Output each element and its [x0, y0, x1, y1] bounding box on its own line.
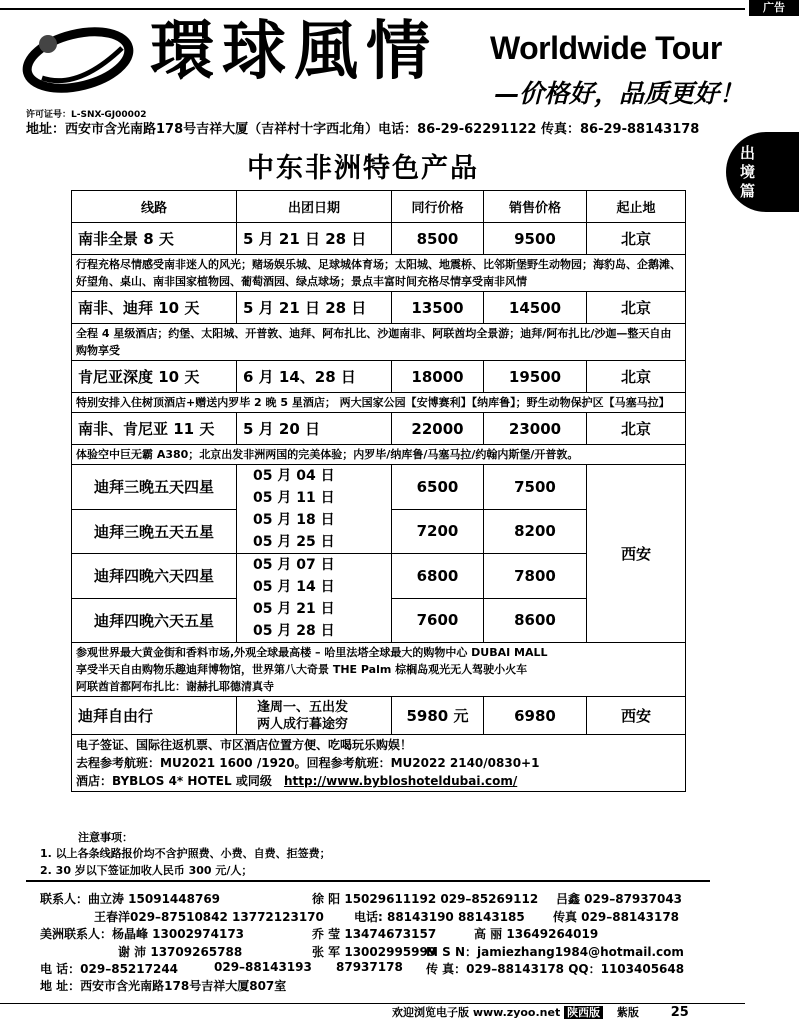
route-description-row — [72, 735, 686, 792]
contact-entry: 传 真：029–88143178 QQ：1103405648 — [426, 962, 685, 976]
route-description-row — [72, 445, 686, 465]
table-row — [72, 223, 686, 255]
departure-city: 北京 — [587, 413, 686, 445]
departure-date: 05 月 11 日 — [253, 490, 335, 506]
route-description-row — [72, 255, 686, 292]
header-route: 线路 — [72, 191, 237, 223]
departure-date: 05 月 21 日 — [253, 601, 335, 617]
table-header-row — [72, 191, 686, 223]
route-name: 迪拜三晚五天四星 — [72, 465, 237, 510]
contact-entry: 张 军 13002995999 — [312, 945, 437, 959]
route-name: 迪拜三晚五天五星 — [72, 509, 237, 554]
contact-entry: 乔 莹 13474673157 — [312, 927, 437, 941]
header-city: 起止地 — [587, 191, 686, 223]
route-description — [72, 643, 686, 697]
contact-entry: 电 话：029–85217244 — [40, 962, 179, 976]
route-name: 南非、迪拜 10 天 — [72, 292, 237, 324]
peer-price: 6500 — [392, 465, 484, 510]
product-price-table — [71, 190, 686, 792]
contact-entry: 王春洋029–87510842 13772123170 — [94, 910, 324, 924]
contact-entry: 传真 029–88143178 — [553, 910, 680, 924]
departure-date: 05 月 07 日 — [253, 557, 335, 573]
route-name: 南非、肯尼亚 11 天 — [72, 413, 237, 445]
departure-date-line: 两人成行暮途穷 — [257, 716, 349, 732]
departure-city: 西安 — [587, 697, 686, 735]
departure-date: 05 月 25 日 — [253, 534, 335, 550]
route-name: 南非全景 8 天 — [72, 223, 237, 255]
retail-price: 8200 — [484, 509, 587, 554]
note-item: 1. 以上各条线路报价均不含护照费、小费、自费、拒签费； — [40, 847, 331, 860]
section-side-tab — [726, 132, 799, 212]
departure-city: 西安 — [587, 465, 686, 643]
route-description: 全程 4 星级酒店；约堡、太阳城、开普敦、迪拜、阿布扎比、沙迦南非、阿联酋均全景游；迪拜/阿布扎比/沙迦—整天自由购物享受 — [72, 324, 686, 361]
route-name: 迪拜四晚六天五星 — [72, 598, 237, 643]
peer-price: 7600 — [392, 598, 484, 643]
contact-address: 地 址：西安市含光南路178号吉祥大厦807室 — [40, 979, 287, 993]
contact-entry: 美洲联系人：杨晶峰 13002974173 — [40, 927, 245, 941]
departure-date-line: 逢周一、五出发 — [257, 699, 349, 715]
description-line: 享受半天自由购物乐趣迪拜博物馆，世界第八大奇景 THE Palm 棕榈岛观光无人驾驶小火车 — [76, 663, 528, 676]
departure-date: 5 月 20 日 — [237, 413, 392, 445]
departure-city: 北京 — [587, 223, 686, 255]
retail-price: 6980 — [484, 697, 587, 735]
peer-price: 7200 — [392, 509, 484, 554]
peer-price: 6800 — [392, 554, 484, 599]
contact-entry: 029–88143193 — [214, 960, 312, 974]
retail-price: 8600 — [484, 598, 587, 643]
page-title: 中东非洲特色产品 — [247, 153, 479, 184]
globe-logo-icon — [22, 18, 134, 98]
brand-logo — [22, 18, 134, 98]
license-number: 许可证号：L-SNX-GJ00002 — [26, 110, 147, 120]
header-rule — [0, 8, 745, 10]
retail-price: 23000 — [484, 413, 587, 445]
route-description-row — [72, 393, 686, 413]
description-line: 电子签证、国际往返机票、市区酒店位置方便、吃喝玩乐购娱！ — [76, 738, 413, 752]
section-side-tab-label: 出境篇 — [740, 144, 756, 200]
departure-date: 05 月 14 日 — [253, 579, 335, 595]
footer-website: 欢迎浏览电子版 www.zyoo.net — [392, 1006, 561, 1019]
departure-date: 5 月 21 日 28 日 — [237, 292, 392, 324]
departure-dates-group-b — [237, 554, 392, 643]
description-line: 阿联酋首都阿布扎比：谢赫扎耶德清真寺 — [76, 680, 274, 693]
table-row — [72, 361, 686, 393]
departure-date: 05 月 04 日 — [253, 468, 335, 484]
notes-title: 注意事项： — [78, 831, 133, 844]
contact-entry: 徐 阳 15029611192 029–85269112 — [312, 892, 539, 906]
departure-date: 5 月 21 日 28 日 — [237, 223, 392, 255]
peer-price: 5980 元 — [392, 697, 484, 735]
retail-price: 9500 — [484, 223, 587, 255]
publication-footer — [392, 1004, 689, 1020]
retail-price: 14500 — [484, 292, 587, 324]
brand-title: 環球風情 — [150, 14, 438, 89]
departure-city: 北京 — [587, 361, 686, 393]
contact-entry: 电话: 88143190 88143185 — [354, 910, 525, 924]
retail-price: 7500 — [484, 465, 587, 510]
table-row — [72, 413, 686, 445]
route-description-row — [72, 324, 686, 361]
route-name: 迪拜四晚六天四星 — [72, 554, 237, 599]
edition-badge: 陕西版 — [564, 1006, 603, 1019]
departure-date: 05 月 28 日 — [253, 623, 335, 639]
header-date: 出团日期 — [237, 191, 392, 223]
table-row — [72, 292, 686, 324]
route-description: 体验空中巨无霸 A380；北京出发非洲两国的完美体验；内罗毕/纳库鲁/马塞马拉/约翰内斯堡/开普敦。 — [72, 445, 686, 465]
page-number: 25 — [670, 1005, 689, 1020]
route-name: 肯尼亚深度 10 天 — [72, 361, 237, 393]
departure-date: 05 月 18 日 — [253, 512, 335, 528]
route-description — [72, 735, 686, 792]
departure-dates-group-a — [237, 465, 392, 554]
route-description: 行程充格尽情感受南非迷人的风光；赌场娱乐城、足球城体育场；太阳城、地震桥、比邻斯堡野生动物园；海豹岛、企鹅滩、好望角、桌山、南非国家植物园、葡萄酒园、绿点球场；景点丰富时间充格尽情享受南非风情 — [72, 255, 686, 292]
peer-price: 22000 — [392, 413, 484, 445]
description-line — [76, 772, 681, 790]
table-row — [72, 697, 686, 735]
departure-city: 北京 — [587, 292, 686, 324]
departure-date — [237, 697, 392, 735]
note-item: 2. 30 岁以下签证加收人民币 300 元/人； — [40, 864, 253, 877]
contact-entry: M S N：jamiezhang1984@hotmail.com — [426, 945, 684, 959]
peer-price: 13500 — [392, 292, 484, 324]
brand-slogan: —价格好，品质更好！ — [494, 79, 745, 108]
route-description-row — [72, 643, 686, 697]
edition-color: 紫版 — [616, 1006, 639, 1019]
contact-entry: 87937178 — [336, 960, 403, 974]
contact-entry: 联系人：曲立涛 15091448769 — [40, 892, 221, 906]
company-address-line: 地址：西安市含光南路178号吉祥大厦（吉祥村十字西北角）电话：86-29-62291122 传真：86-29-88143178 — [26, 122, 700, 137]
brand-english-name: Worldwide Tour — [490, 30, 722, 66]
retail-price: 7800 — [484, 554, 587, 599]
departure-date: 6 月 14、28 日 — [237, 361, 392, 393]
description-line: 去程参考航班：MU2021 1600 /1920。回程参考航班：MU2022 2140/0830+1 — [76, 756, 540, 770]
description-line: 参观世界最大黄金街和香料市场,外观全球最高楼 – 哈里法塔全球最大的购物中心 DUBAI MALL — [76, 646, 548, 659]
ad-tag: 广告 — [749, 0, 799, 16]
contact-entry: 谢 沛 13709265788 — [118, 945, 243, 959]
footer-rule — [26, 880, 710, 882]
hotel-info: 酒店：BYBLOS 4* HOTEL 或同级 — [76, 774, 272, 788]
peer-price: 18000 — [392, 361, 484, 393]
contact-entry: 吕鑫 029–87937043 — [556, 892, 683, 906]
header-peer-price: 同行价格 — [392, 191, 484, 223]
route-name: 迪拜自由行 — [72, 697, 237, 735]
peer-price: 8500 — [392, 223, 484, 255]
contact-entry: 高 丽 13649264019 — [474, 927, 599, 941]
retail-price: 19500 — [484, 361, 587, 393]
table-row — [72, 465, 686, 510]
hotel-website-link[interactable]: http://www.bybloshoteldubai.com/ — [284, 774, 518, 788]
route-description: 特别安排入住树顶酒店+赠送内罗毕 2 晚 5 星酒店； 两大国家公园【安博赛利】【纳库鲁】；野生动物保护区【马塞马拉】 — [72, 393, 686, 413]
header-retail-price: 销售价格 — [484, 191, 587, 223]
